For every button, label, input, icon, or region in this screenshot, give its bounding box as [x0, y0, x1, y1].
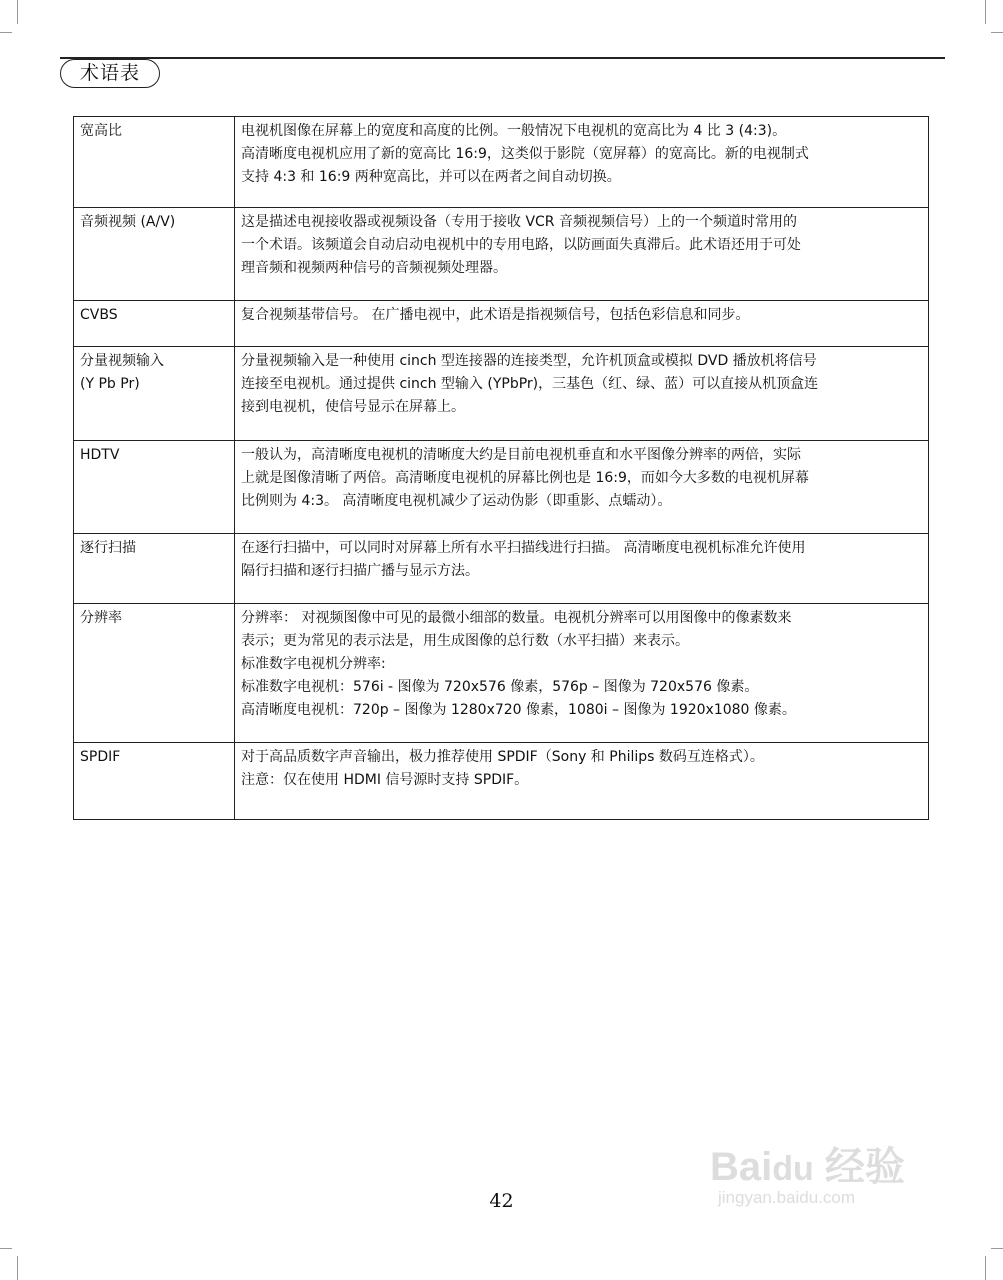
term-text: 逐行扫描: [80, 540, 136, 556]
term-text: 分量视频输入: [80, 353, 164, 369]
definition-line: 在逐行扫描中，可以同时对屏幕上所有水平扫描线进行扫描。 高清晰度电视机标准允许使用: [241, 540, 806, 556]
definition-cell: [235, 534, 929, 604]
crop-mark: [17, 0, 18, 24]
header-rule: [60, 57, 945, 59]
term-cell: [74, 604, 235, 743]
term-text: CVBS: [80, 307, 118, 323]
definition-line: 高清晰度电视机：720p – 图像为 1280x720 像素，1080i – 图像为 1920x1080 像素。: [241, 702, 796, 718]
term-cell: [74, 301, 235, 347]
definition-line: 接到电视机，使信号显示在屏幕上。: [241, 399, 465, 415]
glossary-row: [74, 208, 929, 301]
definition-line: 比例则为 4:3。 高清晰度电视机减少了运动伪影（即重影、点蠕动）。: [241, 493, 672, 509]
crop-mark: [991, 32, 1003, 33]
definition-cell: [235, 208, 929, 301]
definition-line: 理音频和视频两种信号的音频视频处理器。: [241, 260, 507, 276]
term-text: 宽高比: [80, 123, 122, 139]
crop-mark: [17, 1256, 18, 1280]
term-text: 音频视频 (A/V): [80, 214, 176, 230]
glossary-row: [74, 743, 929, 820]
definition-line: 分量视频输入是一种使用 cinch 型连接器的连接类型，允许机顶盒或模拟 DVD 播放机将信号: [241, 353, 817, 369]
crop-mark: [0, 1248, 12, 1249]
definition-cell: [235, 301, 929, 347]
crop-mark: [985, 1256, 986, 1280]
definition-line: 标准数字电视机分辨率:: [241, 656, 386, 672]
term-text: (Y Pb Pr): [80, 376, 140, 392]
definition-line: 高清晰度电视机应用了新的宽高比 16:9，这类似于影院（宽屏幕）的宽高比。新的电视制式: [241, 146, 809, 162]
definition-line: 一般认为，高清晰度电视机的清晰度大约是目前电视机垂直和水平图像分辨率的两倍，实际: [241, 447, 801, 463]
definition-line: 上就是图像清晰了两倍。高清晰度电视机的屏幕比例也是 16:9，而如今大多数的电视机屏幕: [241, 470, 809, 486]
definition-line: 表示；更为常见的表示法是，用生成图像的总行数（水平扫描）来表示。: [241, 633, 689, 649]
watermark-url: jingyan.baidu.com: [718, 1188, 856, 1207]
page-title: 术语表: [60, 59, 160, 88]
glossary-row: [74, 441, 929, 534]
definition-line: 连接至电视机。通过提供 cinch 型输入 (YPbPr)，三基色（红、绿、蓝）可以直接从机顶盒连: [241, 376, 819, 392]
term-cell: [74, 743, 235, 820]
term-cell: [74, 117, 235, 208]
definition-line: 分辨率： 对视频图像中可见的最微小细部的数量。电视机分辨率可以用图像中的像素数来: [241, 610, 792, 626]
crop-mark: [985, 0, 986, 24]
page-number: 42: [489, 1190, 514, 1212]
definition-line: 一个术语。该频道会自动启动电视机中的专用电路，以防画面失真滞后。此术语还用于可处: [241, 237, 801, 253]
definition-line: 注意：仅在使用 HDMI 信号源时支持 SPDIF。: [241, 772, 529, 788]
term-text: SPDIF: [80, 749, 121, 765]
crop-mark: [0, 32, 12, 33]
definition-cell: [235, 441, 929, 534]
definition-cell: [235, 347, 929, 441]
definition-cell: [235, 743, 929, 820]
glossary-row: [74, 347, 929, 441]
glossary-row: [74, 604, 929, 743]
term-cell: [74, 347, 235, 441]
definition-line: 隔行扫描和逐行扫描广播与显示方法。: [241, 563, 479, 579]
crop-mark: [991, 1248, 1003, 1249]
definition-line: 这是描述电视接收器或视频设备（专用于接收 VCR 音频视频信号）上的一个频道时常用的: [241, 214, 797, 230]
glossary-row: [74, 534, 929, 604]
term-cell: [74, 534, 235, 604]
term-text: HDTV: [80, 447, 120, 463]
glossary-row: [74, 117, 929, 208]
definition-line: 复合视频基带信号。 在广播电视中，此术语是指视频信号，包括色彩信息和同步。: [241, 307, 750, 323]
glossary-row: [74, 301, 929, 347]
definition-line: 电视机图像在屏幕上的宽度和高度的比例。一般情况下电视机的宽高比为 4 比 3 (4:3)。: [241, 123, 787, 139]
watermark-logo: Baidu 经验: [710, 1145, 905, 1189]
definition-line: 支持 4:3 和 16:9 两种宽高比，并可以在两者之间自动切换。: [241, 169, 621, 185]
definition-cell: [235, 117, 929, 208]
definition-cell: [235, 604, 929, 743]
definition-line: 对于高品质数字声音输出，极力推荐使用 SPDIF（Sony 和 Philips 数码互连格式）。: [241, 749, 764, 765]
glossary-table: [73, 116, 929, 820]
term-cell: [74, 441, 235, 534]
term-cell: [74, 208, 235, 301]
definition-line: 标准数字电视机：576i - 图像为 720x576 像素，576p – 图像为 720x576 像素。: [241, 679, 759, 695]
term-text: 分辨率: [80, 610, 122, 626]
